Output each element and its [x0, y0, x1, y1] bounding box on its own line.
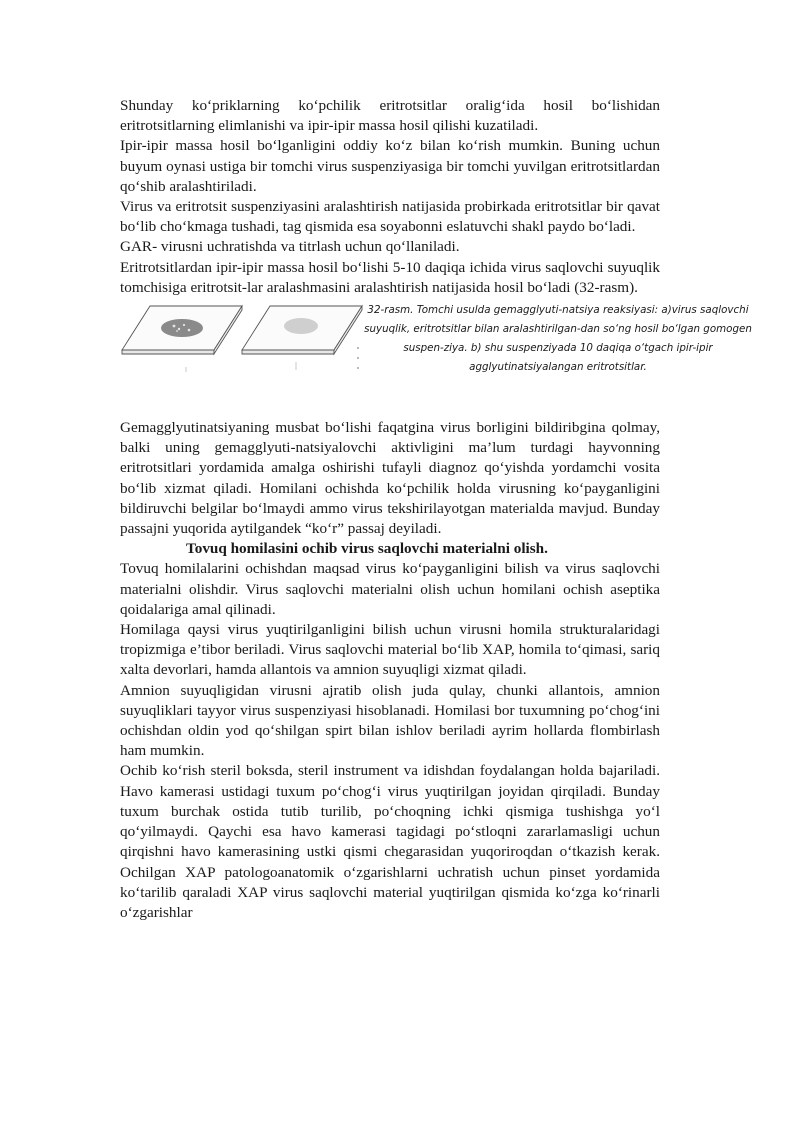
paragraph: Shunday ko‘priklarning ko‘pchilik eritrotsitlar oralig‘ida hosil bo‘lishidan eritrotsitlarning elimlanishi va ipir-ipir massa hosil qilishi kuzatiladi.: [120, 97, 660, 135]
paragraph: Tovuq homilalarini ochishdan maqsad virus ko‘payganligini bilish va virus saqlovchi materialni olishdir. Virus saqlovchi materialni olish uchun homilani ochish aseptika qoidalariga amal qilinadi.: [120, 560, 660, 618]
paragraph: Gemagglyutinatsiyaning musbat bo‘lishi faqatgina virus borligini bildiribgina qolmay, balki uning gemagglyuti-natsiyalovchi aktivligini ma’lum turdagi hayvonning eritrotsitlari yordamida amalga oshirishi tufayli diagnoz qo‘yishda yordamchi vosita bo‘lib xizmat qiladi. Homilani ochishda ko‘pchilik holda virusning ko‘payganligini bildiruvchi belgilar bo‘lmaydi ammo virus tekshirilayotgan materialda mavjud. Bunday passajni yuqorida aytilgandek “ko‘r” passaj deyiladi.: [120, 419, 660, 538]
paragraph: Ochib ko‘rish steril boksda, steril instrument va idishdan foydalangan holda bajariladi. Havo kamerasi ustidagi tuxum po‘chog‘i virus yuqtirilgan joyidan qirqiladi. Bunday tuxum burchak ostida tutib turilib, po‘choqning ichki qismiga tushishga yo‘l qo‘yilmaydi. Qaychi esa havo kamerasi tagidagi po‘stloqni zararlamasligi uchun qirqishni havo kamerasining ustki qismi chegarasidan yuqoriroqdan o‘tkazish kerak. Ochilgan XAP patologoanatomik o‘zgarishlarni uchratish uchun pinset yordamida ko‘tarilib qaraladi XAP virus saqlovchi material yuqtirilgan qismida ko‘zga ko‘rinarli o‘zgarishlar: [120, 762, 660, 921]
section-heading: Tovuq homilasini ochib virus saqlovchi materialni olish.: [186, 540, 548, 558]
paragraph: Virus va eritrotsit suspenziyasini aralashtirish natijasida probirkada eritrotsitlar bir qavat bo‘lib cho‘kmaga tushadi, tag qismida esa soyabonni eslatuvchi shakl paydo bo‘ladi.: [120, 198, 660, 236]
document-page: [120, 96, 752, 923]
figure-32: [120, 300, 752, 408]
paragraph: Eritrotsitlardan ipir-ipir massa hosil bo‘lishi 5-10 daqiqa ichida virus saqlovchi suyuqlik tomchisiga eritrotsit-lar aralashmasini aralashtirish natijasida hosil bo‘ladi (32-rasm).: [120, 258, 660, 296]
paragraph: Ipir-ipir massa hosil bo‘lganligini oddiy ko‘z bilan ko‘rish mumkin. Buning uchun buyum oynasi ustiga bir tomchi virus suspenziyasiga bir tomchi yuvilgan eritrotsitlardan qo‘shib aralashtiriladi.: [120, 137, 660, 195]
paragraph: Homilaga qaysi virus yuqtirilganligini bilish uchun virusni homila strukturalaridagi tropizmiga e’tibor beriladi. Virus saqlovchi material bo‘lib XAP, homila to‘qimasi, sariq xalta devorlari, hamda allantois va amnion suyuqligi xizmat qiladi.: [120, 621, 660, 679]
glass-slide-b: [242, 306, 362, 354]
paragraph: GAR- virusni uchratishda va titrlash uchun qo‘llaniladi.: [120, 238, 460, 256]
figure-caption: 32-rasm. Tomchi usulda gemagglyuti-natsiya reaksiyasi: a)virus saqlovchi suyuqlik, eritrotsitlar bilan aralashtirilgan-dan so‘ng hosil bo‘lgan gomogen suspen-ziya. b) shu suspenziyada 10 daqiqa o‘tgach ipir-ipir agglyutinatsiyalangan eritrotsitlar.: [364, 304, 752, 374]
slides-illustration: [120, 304, 370, 376]
paragraph: Amnion suyuqligidan virusni ajratib olish juda qulay, chunki allantois, amnion suyuqliklari tayyor virus suspenziyasi hisoblanadi. Homilasi bor tuxumning po‘chog‘ini ochishdan oldin yod qo‘shilgan spirt bilan ishlov beriladi ayrim hollarda flombirlash ham mumkin.: [120, 681, 660, 760]
glass-slide-a: [122, 306, 242, 354]
